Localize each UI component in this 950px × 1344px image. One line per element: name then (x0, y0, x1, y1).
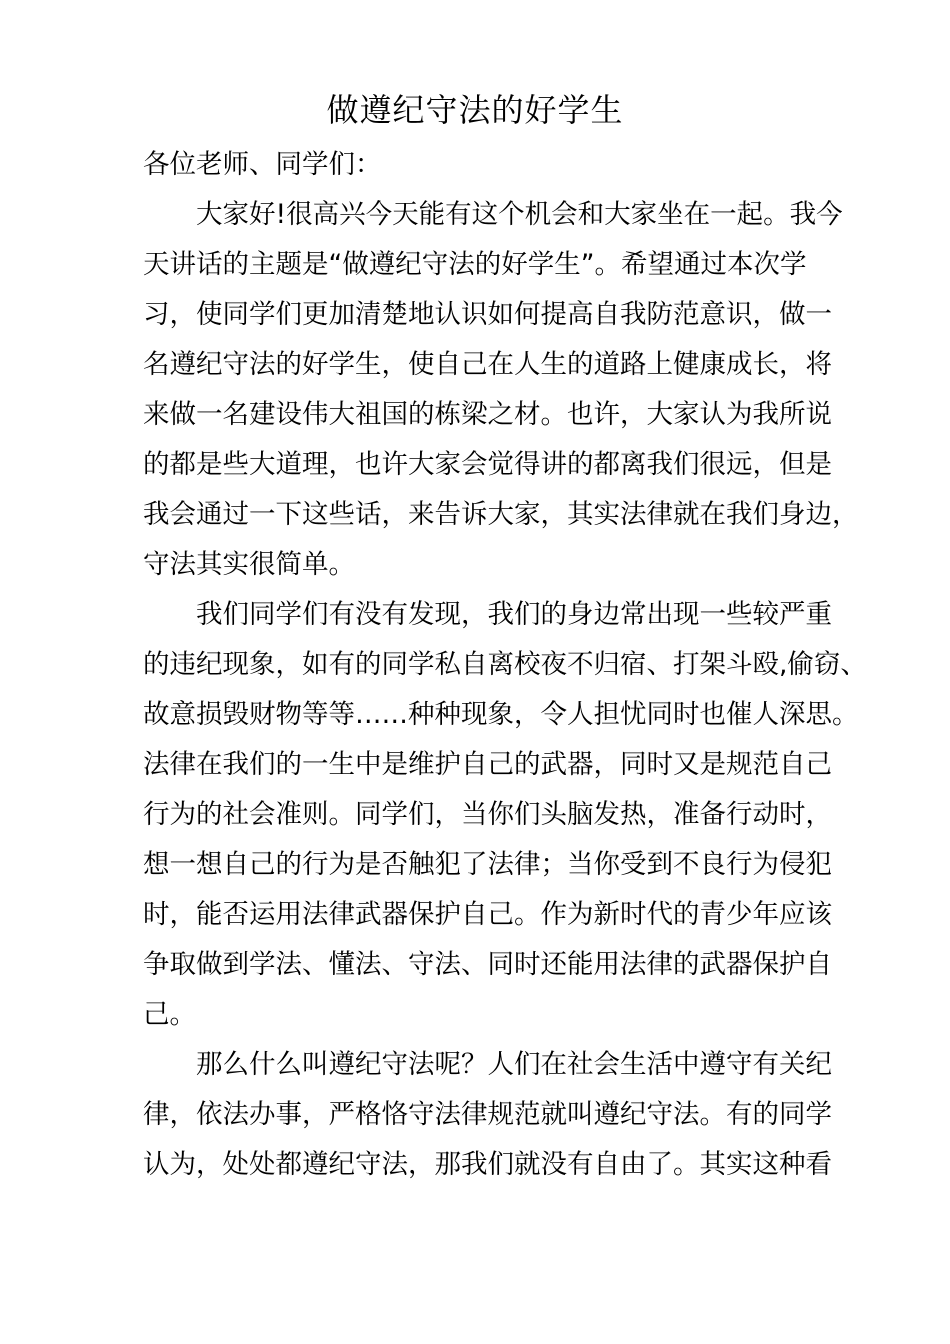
paragraph-line: 名遵纪守法的好学生，使自己在人生的道路上健康成长，将 (143, 349, 832, 380)
paragraph-line: 认为，处处都遵纪守法，那我们就没有自由了。其实这种看 (143, 1149, 832, 1180)
paragraph-line: 法律在我们的一生中是维护自己的武器，同时又是规范自己 (143, 749, 832, 780)
paragraph-line: 时，能否运用法律武器保护自己。作为新时代的青少年应该 (143, 899, 832, 930)
paragraph-line: 天讲话的主题是“做遵纪守法的好学生”。希望通过本次学 (143, 249, 807, 280)
paragraph-line: 习，使同学们更加清楚地认识如何提高自我防范意识，做一 (143, 299, 832, 330)
paragraph-line: 律，依法办事，严格恪守法律规范就叫遵纪守法。有的同学 (143, 1099, 832, 1130)
paragraph-3 (143, 1040, 832, 1190)
paragraph-line: 那么什么叫遵纪守法呢？人们在社会生活中遵守有关纪 (196, 1049, 832, 1080)
paragraph-line: 行为的社会准则。同学们，当你们头脑发热，准备行动时， (143, 799, 832, 830)
paragraph-line: 争取做到学法、懂法、守法、同时还能用法律的武器保护自 (143, 949, 832, 980)
paragraph-line: 我们同学们有没有发现，我们的身边常出现一些较严重 (196, 599, 832, 630)
document-body (143, 140, 867, 1190)
paragraph-line: 守法其实很简单。 (143, 549, 355, 580)
paragraph-line: 大家好!很高兴今天能有这个机会和大家坐在一起。我今 (196, 199, 843, 230)
paragraph-line: 的违纪现象，如有的同学私自离校夜不归宿、打架斗殴,偷窃、 (143, 649, 867, 680)
paragraph-2 (143, 590, 867, 1040)
paragraph-line: 来做一名建设伟大祖国的栋梁之材。也许，大家认为我所说 (143, 399, 832, 430)
paragraph-line: 想一想自己的行为是否触犯了法律；当你受到不良行为侵犯 (143, 849, 832, 880)
paragraph-1 (143, 190, 859, 590)
paragraph-line: 的都是些大道理，也许大家会觉得讲的都离我们很远，但是 (143, 449, 832, 480)
document-title: 做遵纪守法的好学生 (326, 91, 624, 129)
paragraph-line: 故意损毁财物等等……种种现象，令人担忧同时也催人深思。 (143, 699, 859, 730)
paragraph-line: 我会通过一下这些话，来告诉大家，其实法律就在我们身边， (143, 499, 859, 530)
salutation: 各位老师、同学们： (143, 149, 382, 180)
paragraph-line: 己。 (143, 999, 196, 1030)
